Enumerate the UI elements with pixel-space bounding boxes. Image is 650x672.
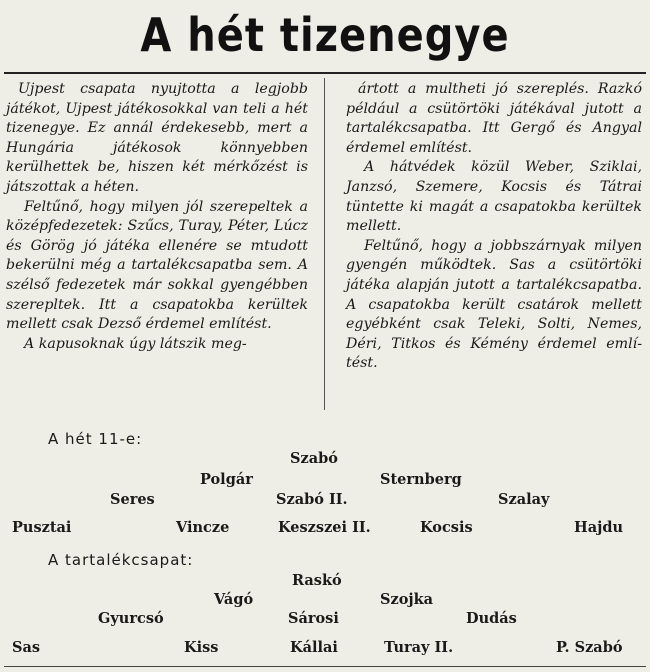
paragraph: Feltűnő, hogy a jobbszárnyak milyen gyengén működtek. Sas a csütörtöki játéka alapján jutott a tartalékcsapatba. A csapatokba került csatárok mellett egyébként csak Teleki, Solti, Nemes, Déri, Titkos és Kémény érdemel említést. xyxy=(346,237,642,372)
player-halfback: Gyurcsó xyxy=(98,610,164,627)
player-defender: Vágó xyxy=(214,591,254,608)
player-forward: Sas xyxy=(12,639,41,656)
player-defender: Szojka xyxy=(380,591,434,608)
player-forward: Kocsis xyxy=(420,519,473,536)
paragraph: Ujpest csapata nyujtotta a legjobb játékot, Ujpest játékosokkal van teli a hét tizenegye. Ez annál érdekesebb, mert a Hungária játékosok könnyebben kerülhettek be, hiszen két mérkőzést is játszottak a héten. xyxy=(6,81,308,195)
player-halfback: Szabó II. xyxy=(276,491,348,508)
paragraph: A kapusoknak úgy látszik meg- xyxy=(24,335,247,352)
player-forward: Keszszei II. xyxy=(278,519,371,536)
player-halfback: Dudás xyxy=(466,610,517,627)
paragraph: Feltűnő, hogy milyen jól szerepeltek a középfedezetek: Szűcs, Turay, Péter, Lúcz és Görög jó játéka ellenére se mtudott bekerülni még a tartalékcsapatba sem. A szélső fedezetek már sokkal gyengébben szerepltek. Itt a csapatokba kerültek mellett csak Dezső érdemel említést. xyxy=(6,198,308,333)
player-defender: Sternberg xyxy=(380,471,462,488)
paragraph: A hátvédek közül Weber, Sziklai, Janzsó, Szemere, Kocsis és Tátrai tüntette ki magát a csapatokba kerültek mellett. xyxy=(346,159,642,235)
column-divider xyxy=(324,78,325,410)
lineup-heading: A hét 11-e: xyxy=(48,430,143,448)
article-title: A hét tizenegye xyxy=(140,9,510,63)
player-halfback: Sárosi xyxy=(288,610,339,627)
player-forward: Pusztai xyxy=(12,519,72,536)
player-halfback: Szalay xyxy=(498,491,550,508)
bottom-rule xyxy=(4,666,646,667)
player-goalkeeper: Raskó xyxy=(292,572,342,589)
article-column-left xyxy=(6,80,308,354)
player-halfback: Seres xyxy=(110,491,155,508)
player-goalkeeper: Szabó xyxy=(290,450,338,467)
lineup-heading: A tartalékcsapat: xyxy=(48,551,194,569)
paragraph: ártott a multheti jó szereplés. Razkó például a csütörtöki játékával jutott a tartalékcsapatba. Itt Gergő és Angyal érdemel említést. xyxy=(346,81,642,156)
player-forward: Kiss xyxy=(184,639,219,656)
player-defender: Polgár xyxy=(200,471,253,488)
player-forward: Vincze xyxy=(176,519,230,536)
player-forward: Kállai xyxy=(290,639,338,656)
article-column-right xyxy=(346,80,642,374)
player-forward: Turay II. xyxy=(384,639,454,656)
player-forward: Hajdu xyxy=(574,519,624,536)
player-forward: P. Szabó xyxy=(556,639,623,656)
title-divider xyxy=(4,72,646,74)
